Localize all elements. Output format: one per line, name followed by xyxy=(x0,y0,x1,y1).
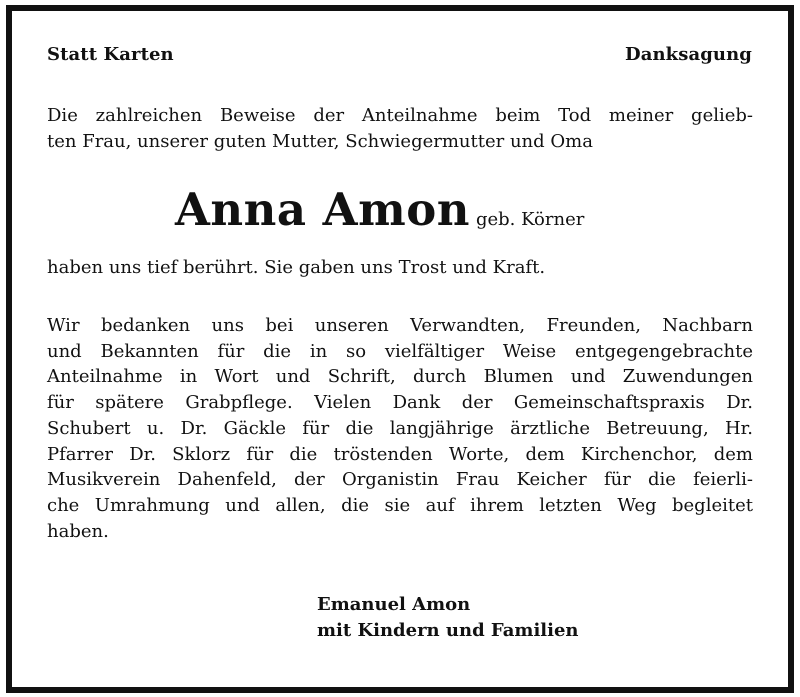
intro-paragraph xyxy=(47,103,753,154)
thanks-line: Schubert u. Dr. Gäckle für die langjährige ärztliche Betreuung, Hr. xyxy=(47,417,753,439)
notice-header xyxy=(47,44,752,65)
signature-name: Emanuel Amon xyxy=(317,594,471,615)
thanks-line: Pfarrer Dr. Sklorz für die tröstenden Worte, dem Kirchenchor, dem xyxy=(47,443,753,465)
signature-block xyxy=(317,592,579,644)
thanks-line: Wir bedanken uns bei unseren Verwandten, Freunden, Nachbarn xyxy=(47,315,753,336)
thanks-line: Anteilnahme in Wort und Schrift, durch Blumen und Zuwendungen xyxy=(47,366,753,388)
comfort-paragraph xyxy=(47,255,753,281)
comfort-line: haben uns tief berührt. Sie gaben uns Trost und Kraft. xyxy=(47,257,546,278)
deceased-name: Anna Amon xyxy=(175,183,470,236)
thanks-paragraph xyxy=(47,313,753,544)
header-left-label: Statt Karten xyxy=(47,44,174,65)
thanks-line: che Umrahmung und allen, die sie auf ihrem letzten Weg begleitet xyxy=(47,494,753,516)
signature-family: mit Kindern und Familien xyxy=(317,620,579,641)
intro-line-1: Die zahlreichen Beweise der Anteilnahme beim Tod meiner gelieb- xyxy=(47,105,753,126)
intro-line-2: ten Frau, unserer guten Mutter, Schwiegermutter und Oma xyxy=(47,130,593,152)
thanks-line: und Bekannten für die in so vielfältiger Weise entgegengebrachte xyxy=(47,340,753,362)
thanks-line: für spätere Grabpflege. Vielen Dank der Gemeinschaftspraxis Dr. xyxy=(47,392,753,414)
thanks-line-last: haben. xyxy=(47,520,109,542)
deceased-birth-name: geb. Körner xyxy=(475,209,585,230)
deceased-name-row xyxy=(175,183,584,236)
header-right-label: Danksagung xyxy=(625,44,752,65)
thanks-line: Musikverein Dahenfeld, der Organistin Frau Keicher für die feierli- xyxy=(47,469,753,491)
